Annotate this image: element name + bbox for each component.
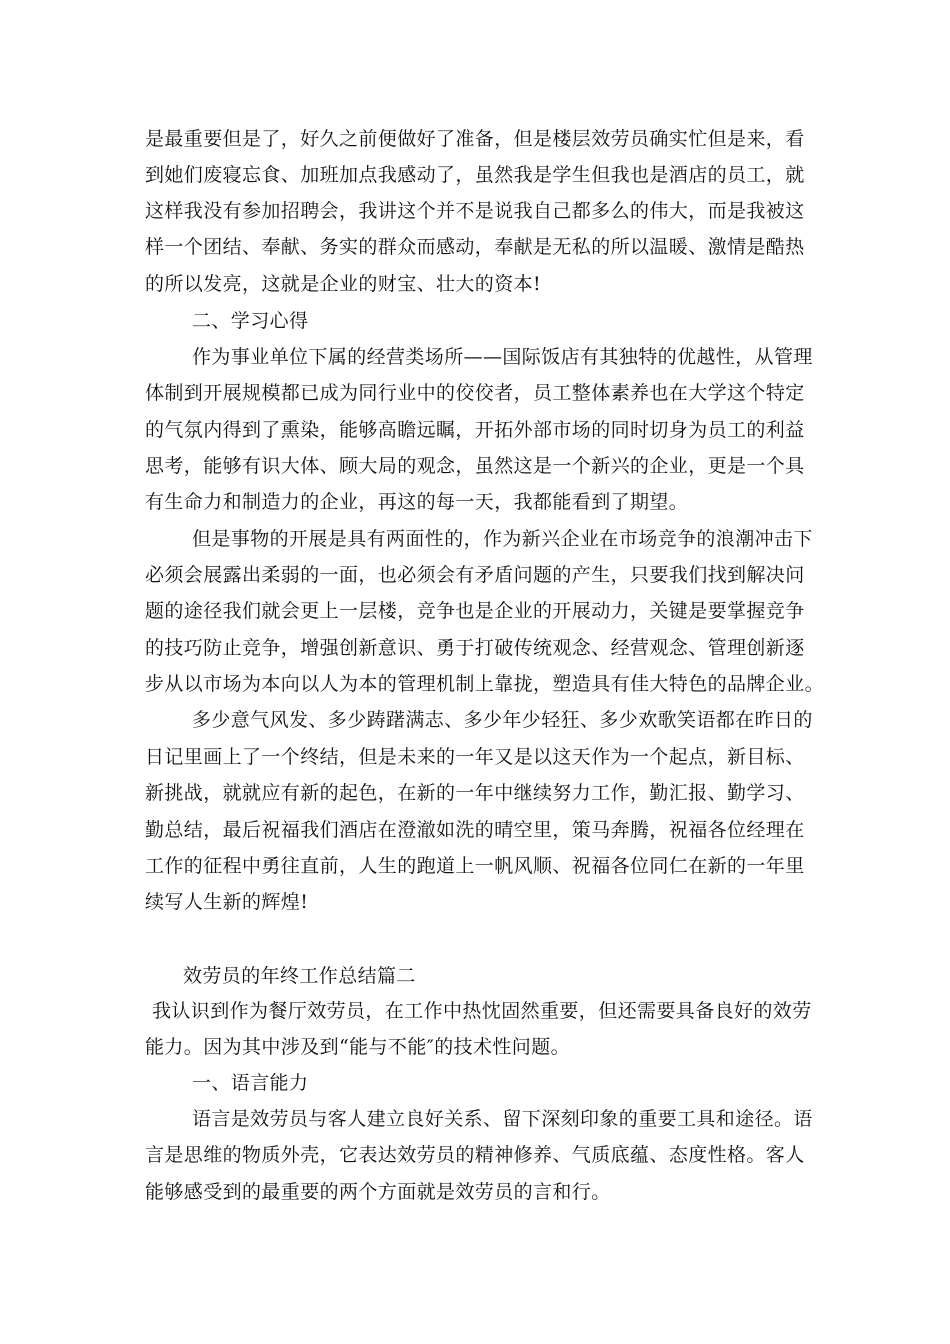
paragraph-line: 步从以市场为本向以人为本的管理机制上靠拢，塑造具有佳大特色的品牌企业。 (145, 673, 825, 695)
paragraph-line: 的技巧防止竞争，增强创新意识、勇于打破传统观念、经营观念、管理创新逐 (145, 637, 805, 659)
paragraph-line: 的所以发亮，这就是企业的财宝、壮大的资本! (145, 273, 542, 295)
paragraph-line: 到她们废寝忘食、加班加点我感动了，虽然我是学生但我也是酒店的员工，就 (145, 164, 805, 186)
section-title: 效劳员的年终工作总结篇二 (183, 965, 416, 987)
paragraph-line: 有生命力和制造力的企业，再这的每一天，我都能看到了期望。 (145, 491, 689, 513)
paragraph-line: 作为事业单位下属的经营类场所——国际饭店有其独特的优越性，从管理 (192, 346, 813, 368)
paragraph-line: 言是思维的物质外壳，它表达效劳员的精神修养、气质底蕴、态度性格。客人 (145, 1144, 805, 1166)
paragraph-line: 多少意气风发、多少踌躇满志、多少年少轻狂、多少欢歌笑语都在昨日的 (192, 709, 813, 731)
paragraph-line: 日记里画上了一个终结，但是未来的一年又是以这天作为一个起点，新目标、 (145, 746, 805, 768)
paragraph-line: 工作的征程中勇往直前，人生的跑道上一帆风顺、祝福各位同仁在新的一年里 (145, 855, 805, 877)
paragraph-line: 思考，能够有识大体、顾大局的观念，虽然这是一个新兴的企业，更是一个具 (145, 455, 805, 477)
paragraph-line: 语言是效劳员与客人建立良好关系、留下深刻印象的重要工具和途径。语 (192, 1108, 813, 1130)
paragraph-line: 的气氛内得到了熏染，能够高瞻远瞩，开拓外部市场的同时切身为员工的利益 (145, 419, 805, 441)
paragraph-line: 勤总结，最后祝福我们酒店在澄澈如洗的晴空里，策马奔腾，祝福各位经理在 (145, 819, 805, 841)
paragraph-line: 续写人生新的辉煌! (145, 891, 309, 913)
paragraph-line: 能力。因为其中涉及到“能与不能″的技术性问题。 (145, 1036, 571, 1058)
paragraph-line: 题的途径我们就会更上一层楼，竞争也是企业的开展动力，关键是要掌握竞争 (145, 600, 805, 622)
paragraph-line: 必须会展露出柔弱的一面，也必须会有矛盾问题的产生，只要我们找到解决问 (145, 564, 805, 586)
paragraph-line: 体制到开展规模都已成为同行业中的佼佼者，员工整体素养也在大学这个特定 (145, 382, 805, 404)
paragraph-line: 但是事物的开展是具有两面性的，作为新兴企业在市场竞争的浪潮冲击下 (192, 528, 813, 550)
section-heading: 二、学习心得 (192, 310, 309, 332)
paragraph-line: 我认识到作为餐厅效劳员，在工作中热忱固然重要，但还需要具备良好的效劳 (152, 1000, 812, 1022)
paragraph-line: 是最重要但是了，好久之前便做好了准备，但是楼层效劳员确实忙但是来，看 (145, 128, 805, 150)
paragraph-line: 这样我没有参加招聘会，我讲这个并不是说我自己都多么的伟大，而是我被这 (145, 200, 805, 222)
section-heading: 一、语言能力 (192, 1072, 309, 1094)
paragraph-line: 能够感受到的最重要的两个方面就是效劳员的言和行。 (145, 1181, 611, 1203)
paragraph-line: 新挑战，就就应有新的起色，在新的一年中继续努力工作，勤汇报、勤学习、 (145, 782, 805, 804)
paragraph-line: 样一个团结、奉献、务实的群众而感动，奉献是无私的所以温暖、激情是酷热 (145, 236, 805, 258)
